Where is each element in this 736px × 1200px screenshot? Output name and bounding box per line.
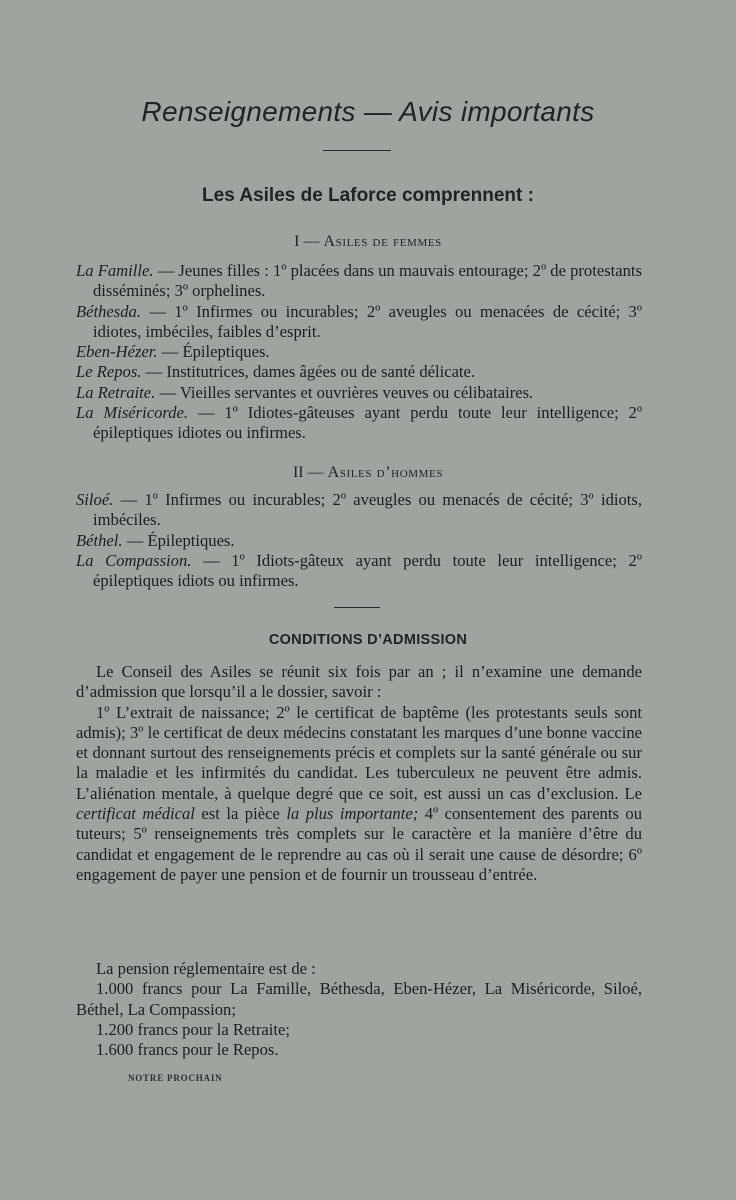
text-run: 1º L’extrait de naissance; 2º le certificat de baptême (les protestants seuls sont admis); 3º le certificat de deux médecins constatant les marques d’une bonne vaccine et donnant surtout des renseignements précis et complets sur la santé générale ou sur la maladie et les infirmités du candidat. Les tuberculeux ne peuvent être admis. L’aliénation mentale, à quelque degré que ce soit, est aussi un cas d’exclusion. Le xyxy=(76,702,642,803)
asylum-name: La Compassion. xyxy=(76,550,192,570)
asylum-description: — Jeunes filles : 1º placées dans un mauvais entourage; 2º de protestants disséminés; 3º orphelines. xyxy=(93,261,643,301)
pension-line: 1.200 francs pour la Retraite; xyxy=(96,1019,290,1039)
asylum-description: — Institutrices, dames âgées ou de santé délicate. xyxy=(141,362,476,382)
women-asylum-list xyxy=(76,261,642,444)
list-item xyxy=(76,531,642,551)
pension-line: 1.600 francs pour le Repos. xyxy=(96,1040,279,1060)
pension-line: 1.000 francs pour La Famille, Béthesda, Eben-Hézer, La Miséricorde, Siloé, Béthel, La Compassion; xyxy=(76,979,642,1019)
emphasis-medical-certificate: certificat médical xyxy=(76,804,195,824)
asylum-name: Siloé. xyxy=(76,490,114,509)
list-item xyxy=(76,383,642,403)
pension-intro: La pension réglementaire est de : xyxy=(96,959,316,978)
asylum-description: — 1º Idiots-gâteux ayant perdu toute leur intelligence; 2º épileptiques idiots ou infirmes. xyxy=(93,550,642,591)
text-run: 4º consentement des parents ou tuteurs; 5º renseignements très complets sur le caractère et la manière d’être du candidat et engagement de le reprendre au cas où il serait une cause de désordre; 6º engagement de payer une pension et de fournir un trousseau d’entrée. xyxy=(76,804,642,884)
asylum-name: Le Repos. xyxy=(76,362,142,382)
text-run: est la pièce xyxy=(194,804,287,824)
conditions-text xyxy=(76,662,642,885)
emphasis-most-important: la plus importante; xyxy=(286,804,419,824)
title-rule xyxy=(323,150,391,151)
section-title: Asiles d’hommes xyxy=(327,464,444,481)
pension-section xyxy=(76,959,642,1060)
section-title: Asiles de femmes xyxy=(323,233,442,250)
section-roman: I — xyxy=(294,233,320,250)
asylum-name: La Miséricorde. xyxy=(76,403,189,423)
conditions-heading: CONDITIONS D’ADMISSION xyxy=(268,632,468,648)
asylum-name: Eben-Hézer. xyxy=(76,342,158,362)
page-title: Renseignements — Avis importants xyxy=(141,96,595,127)
asylum-name: Béthesda. xyxy=(76,301,141,321)
asylum-name: Béthel. xyxy=(76,530,123,550)
men-asylum-list xyxy=(76,490,642,591)
asylum-description: — Épileptiques. xyxy=(122,530,235,550)
conditions-paragraph-intro: Le Conseil des Asiles se réunit six fois par an ; il n’examine une demande d’admission que lorsqu’il a le dossier, savoir : xyxy=(76,662,642,702)
subtitle: Les Asiles de Laforce comprennent : xyxy=(202,185,534,206)
list-item xyxy=(76,362,642,382)
conditions-paragraph-documents xyxy=(76,703,642,886)
list-item xyxy=(76,490,642,531)
asylum-description: — Vieilles servantes et ouvrières veuves ou célibataires. xyxy=(155,382,534,402)
asylum-description: — 1º Infirmes ou incurables; 2º aveugles ou menacés de cécité; 3º idiots, imbéciles. xyxy=(93,490,642,530)
list-item xyxy=(76,403,642,444)
list-item xyxy=(76,261,642,302)
section-heading-men xyxy=(0,464,736,482)
section-heading-women xyxy=(0,233,736,251)
list-item xyxy=(76,551,642,592)
asylum-description: — 1º Infirmes ou incurables; 2º aveugles ou menacées de cécité; 3º idiotes, imbéciles, faibles d’esprit. xyxy=(93,301,642,341)
list-item xyxy=(76,342,642,362)
asylum-description: — 1º Idiotes-gâteuses ayant perdu toute leur intelligence; 2º épileptiques idiotes ou infirmes. xyxy=(93,403,642,443)
section-roman: II — xyxy=(292,464,324,481)
section-rule xyxy=(334,607,380,608)
asylum-description: — Épileptiques. xyxy=(157,342,270,362)
asylum-name: La Famille. xyxy=(76,261,154,280)
running-footer: NOTRE PROCHAIN xyxy=(128,1073,223,1083)
asylum-name: La Retraite. xyxy=(76,382,156,402)
list-item xyxy=(76,302,642,343)
